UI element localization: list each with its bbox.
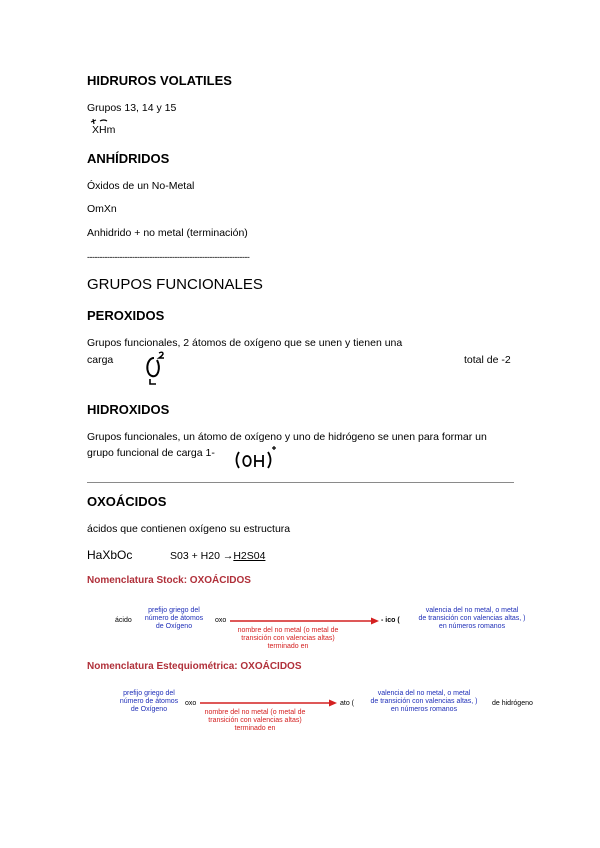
horizontal-rule bbox=[87, 482, 514, 483]
esteq-heading: Nomenclatura Estequiométrica: OXOÁCIDOS bbox=[87, 661, 302, 672]
peroxidos-title: PEROXIDOS bbox=[87, 308, 165, 323]
stock-valence-note: valencia del no metal, o metal de transición con valencias altas, ) en números romanos bbox=[418, 607, 526, 630]
esteq-ato: ato ( bbox=[340, 700, 355, 707]
reaction-reactants: S03 + H20 → bbox=[170, 550, 234, 562]
hidroxidos-line2: grupo funcional de carga 1- bbox=[87, 447, 215, 459]
hidruros-title: HIDRUROS VOLATILES bbox=[87, 73, 232, 88]
oxoacidos-formula: HaXbOc bbox=[87, 548, 133, 562]
oxoacidos-desc: ácidos que contienen oxígeno su estructura bbox=[87, 523, 291, 535]
oxoacidos-title: OXOÁCIDOS bbox=[87, 494, 167, 509]
anhidridos-naming: Anhidrido + no metal (terminación) bbox=[87, 227, 248, 239]
stock-ico: - ico ( bbox=[381, 617, 400, 624]
grupos-funcionales-title: GRUPOS FUNCIONALES bbox=[87, 276, 263, 293]
hidroxidos-title: HIDROXIDOS bbox=[87, 402, 170, 417]
stock-heading: Nomenclatura Stock: OXOÁCIDOS bbox=[87, 575, 251, 586]
oxoacidos-reaction bbox=[170, 550, 265, 562]
peroxidos-line2-left: carga bbox=[87, 354, 114, 366]
esteq-valence-note: valencia del no metal, o metal de transición con valencias altas, ) en números romanos bbox=[370, 690, 478, 713]
hydroxide-handwritten-symbol bbox=[233, 444, 283, 470]
esteq-oxo: oxo bbox=[185, 700, 197, 707]
stock-oxo: oxo bbox=[215, 617, 227, 624]
reaction-product: H2S04 bbox=[233, 550, 266, 562]
esteq-metal-note: nombre del no metal (o metal de transición con valencias altas) terminado en bbox=[204, 709, 306, 732]
hidruros-formula: XHm bbox=[92, 124, 116, 136]
anhidridos-desc: Óxidos de un No-Metal bbox=[87, 180, 195, 192]
hidroxidos-line1: Grupos funcionales, un átomo de oxígeno y uno de hidrógeno se unen para formar un bbox=[87, 431, 487, 443]
esteq-prefix-note: prefijo griego del número de átomos de Oxígeno bbox=[119, 690, 179, 713]
stock-metal-note: nombre del no metal (o metal de transición con valencias altas) terminado en bbox=[237, 627, 339, 650]
esteq-hidrogeno: de hidrógeno bbox=[492, 700, 533, 707]
peroxide-handwritten-symbol bbox=[142, 350, 170, 386]
peroxidos-line1: Grupos funcionales, 2 átomos de oxígeno que se unen y tienen una bbox=[87, 337, 403, 349]
anhidridos-title: ANHÍDRIDOS bbox=[87, 151, 170, 166]
hidruros-groups: Grupos 13, 14 y 15 bbox=[87, 102, 177, 114]
stock-prefix-note: prefijo griego del número de átomos de Oxígeno bbox=[144, 607, 204, 630]
esteq-arrow bbox=[200, 699, 338, 707]
anhidridos-formula: OmXn bbox=[87, 203, 117, 215]
stock-acido: ácido bbox=[115, 617, 132, 624]
stock-arrow bbox=[230, 617, 380, 625]
peroxidos-line2-right: total de -2 bbox=[464, 354, 511, 366]
separator-dashes: ----------------------------------------------------------------- bbox=[87, 252, 250, 262]
